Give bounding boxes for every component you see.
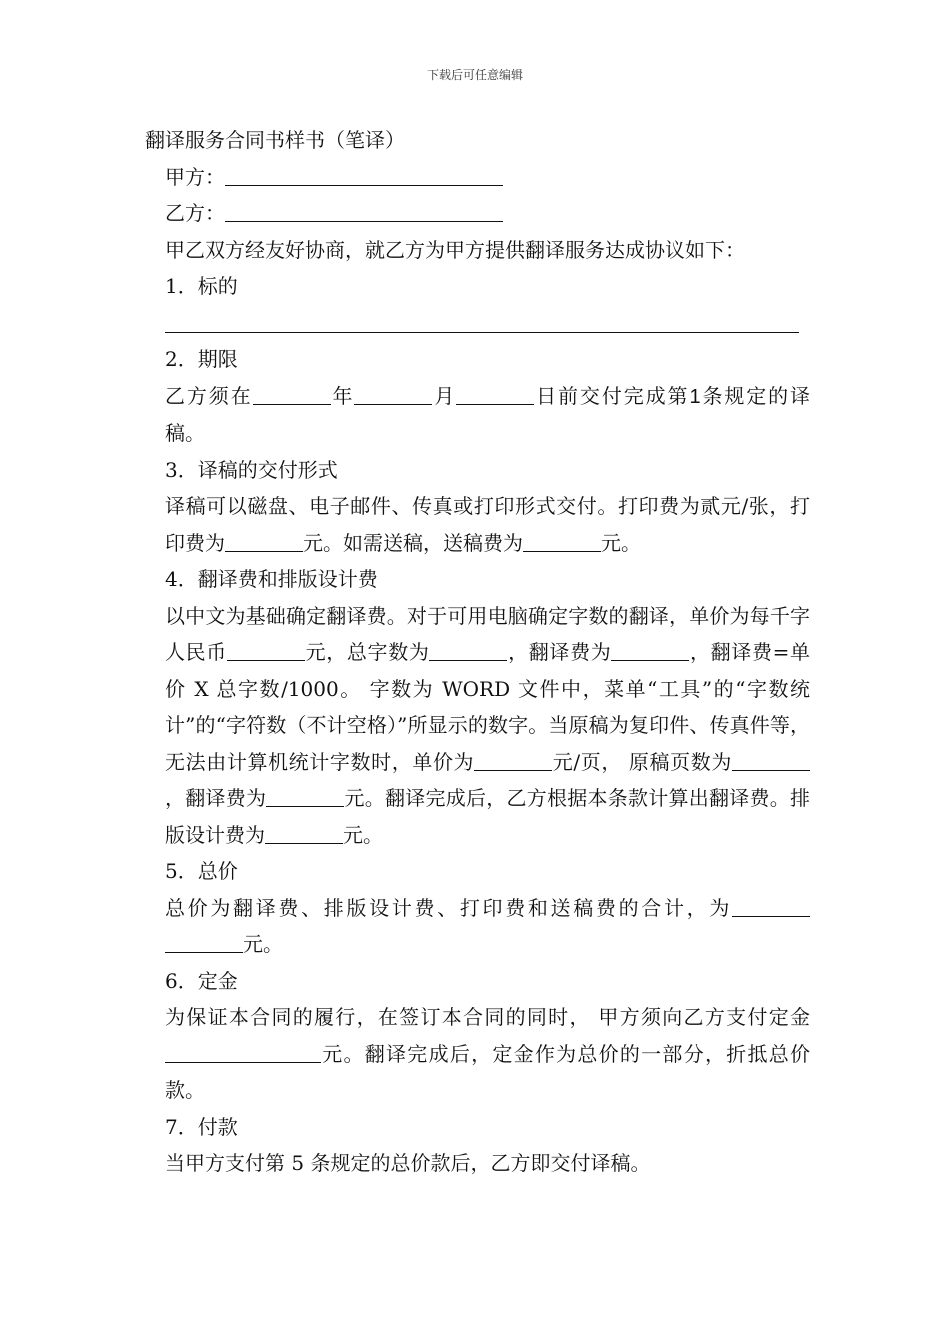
word-count-blank: [429, 640, 507, 661]
section-7-paragraph: 当甲方支付第 5 条规定的总价款后，乙方即交付译稿。: [165, 1151, 651, 1175]
section-1-heading: 1．标的: [165, 274, 238, 298]
s3-text-2: 元。如需送稿，送稿费为: [303, 530, 523, 555]
print-fee-blank: [225, 531, 303, 552]
party-a-label: 甲方：: [165, 164, 225, 189]
section-7-heading: 7．付款: [165, 1114, 238, 1139]
page-count-blank: [732, 750, 810, 771]
year-blank: [253, 384, 331, 405]
section-6-paragraph: [145, 999, 810, 1109]
page-unit-price-blank: [474, 750, 552, 771]
s4-text-1: 以中文为基础确定翻译费。对于可用电脑确定字数的翻译，单价为每千字人民币: [165, 603, 810, 664]
intro-paragraph: 甲乙双方经友好协商，就乙方为甲方提供翻译服务达成协议如下：: [165, 237, 745, 262]
unit-price-blank: [227, 640, 305, 661]
translation-fee-blank: [611, 640, 689, 661]
section-3-heading: 3．译稿的交付形式: [165, 457, 338, 482]
section-4-paragraph: [145, 598, 810, 854]
s4-text-8: 元。: [343, 822, 383, 847]
section-2-paragraph: [145, 378, 810, 452]
section-4-heading: 4．翻译费和排版设计费: [165, 567, 378, 591]
section-2-heading: 2．期限: [165, 347, 238, 371]
section-5-heading: 5．总价: [165, 859, 238, 883]
s2-text-6: 条规定的译稿。: [165, 383, 811, 445]
party-a-line: [145, 159, 810, 196]
document-title: 翻译服务合同书样书（笔译）: [145, 128, 405, 152]
s4-text-4: ，翻译费=单价 X 总字数/1000。 字数为 WORD 文件中，菜单“工具”的“字数统计”的“字符数（不计空格）”所显示的数字。当原稿为复印件、传真件等，无法由计算机统计字数时，单价为: [165, 640, 811, 774]
deposit-blank: [165, 1042, 321, 1063]
s4-text-2: 元，总字数为: [304, 640, 430, 664]
s4-text-5: 元/页， 原稿页数为: [552, 749, 732, 774]
s2-text-4: 日前交付完成第: [534, 383, 690, 408]
total-price-blank-1: [732, 896, 810, 917]
section-6-heading: 6．定金: [165, 968, 238, 993]
layout-fee-blank: [265, 823, 343, 844]
s6-text-1: 为保证本合同的履行，在签订本合同的同时， 甲方须向乙方支付定金: [165, 1005, 810, 1029]
section-5-paragraph: [145, 890, 810, 963]
page-header: 下载后可任意编辑: [426, 68, 523, 82]
s3-text-3: 元。: [601, 530, 641, 555]
s2-text-2: 年: [330, 383, 355, 408]
s4-text-7: 元。翻译完成后，乙方根据本条款计算出翻译费。排版设计费为: [165, 786, 810, 847]
party-b-label: 乙方：: [165, 201, 225, 225]
s2-text-3: 月: [432, 383, 457, 408]
s5-text-1: 总价为翻译费、排版设计费、打印费和送稿费的合计，为: [165, 895, 732, 920]
month-blank: [354, 384, 432, 405]
s5-text-2: 元。: [243, 932, 283, 956]
party-b-blank: [225, 201, 503, 222]
s6-text-2: 元。翻译完成后，定金作为总价的一部分，折抵总价款。: [165, 1041, 810, 1102]
contract-body: [145, 122, 810, 1182]
page-translation-fee-blank: [266, 786, 344, 807]
subject-blank: [165, 312, 799, 333]
section-1-subject-row: [145, 305, 810, 342]
party-b-line: [145, 195, 810, 232]
delivery-fee-blank: [523, 531, 601, 552]
party-a-blank: [225, 165, 503, 186]
total-price-blank-2: [165, 932, 243, 953]
day-blank: [456, 384, 534, 405]
section-3-paragraph: [145, 488, 810, 561]
s2-clause-number: 1: [689, 385, 701, 408]
s4-text-6: ，翻译费为: [165, 786, 267, 810]
s3-text-1: 译稿可以磁盘、电子邮件、传真或打印形式交付。打印费为贰元/张，打印费为: [165, 494, 810, 555]
s4-text-3: ，翻译费为: [507, 640, 612, 664]
s2-text-1: 乙方须在: [165, 383, 253, 408]
